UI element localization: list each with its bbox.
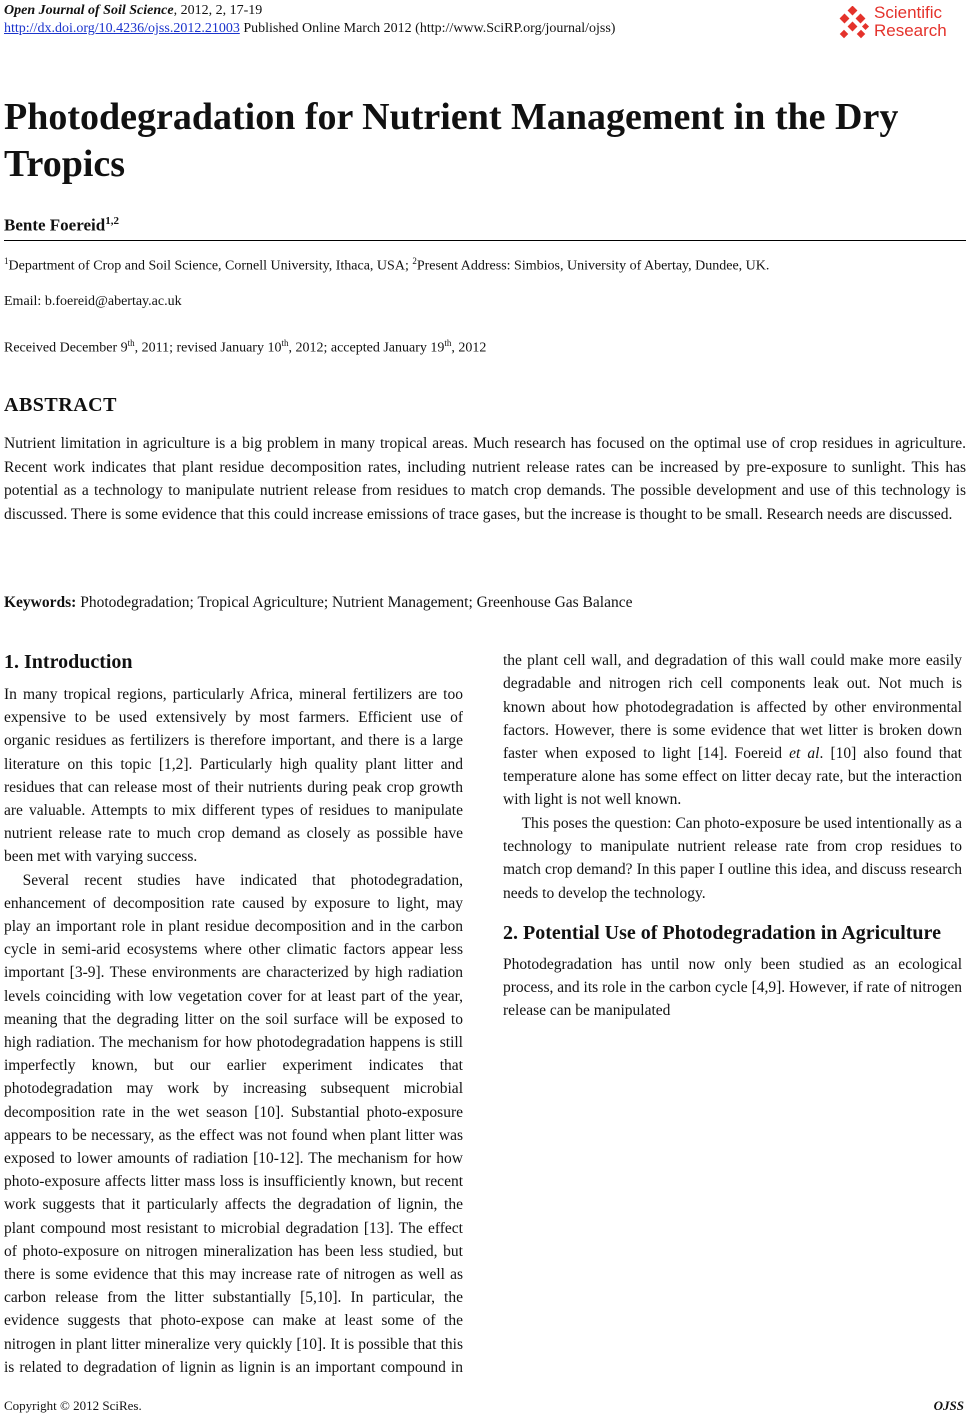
author-name: Bente Foereid [4, 215, 106, 235]
intro-paragraph-3: This poses the question: Can photo-exposure be used intentionally as a technology to manipulate nutrient release rate from crop residues to match crop demand? In this paper I outline this idea, and discuss research needs to develop the technology. [503, 815, 962, 902]
footer-copyright: Copyright © 2012 SciRes. [4, 1398, 142, 1413]
publisher-logo [834, 2, 964, 42]
keywords-list: Photodegradation; Tropical Agriculture; Nutrient Management; Greenhouse Gas Balance [76, 594, 633, 611]
body-column-continuation [503, 650, 962, 812]
doi-link[interactable]: http://dx.doi.org/10.4236/ojss.2012.21003 [4, 21, 240, 36]
intro-paragraph-2: the plant cell wall, and degradation of this wall could make more easily degradable and nitrogen rich cell components leak out. Not much is known about how photodegradation is affected by other environmental factors. However, there is some evidence that wet litter is broken down faster when exposed to light [14]. Foereid et al. [10] also found that temperature alone has some effect on litter decay rate, but the interaction with light is not well known. [503, 652, 962, 809]
keywords-label: Keywords: [4, 594, 77, 611]
received-dates: Received December 9th, 2011; revised January 10th, 2012; accepted January 19th, 2012 [4, 338, 487, 356]
journal-issue: , 2012, 2, 17-19 [173, 3, 263, 18]
affiliations: $^1$Department of Crop and Soil Science, Cornell University, Ithaca, USA; $^2$Present Address: Simbios, University of Abertay, Dundee, UK. [4, 256, 770, 274]
abstract-heading: ABSTRACT [4, 394, 117, 416]
section-1-heading: 1. Introduction [4, 651, 133, 673]
publisher-name [874, 4, 947, 40]
intro-paragraph-1: In many tropical regions, particularly Africa, mineral fertilizers are too expensive to be used extensively by most farmers. Efficient use of organic residues as fertilizers is therefore important, and there is a large literature on this topic [1,2]. Particularly high quality plant litter and residues that can release most of their nutrients during peak crop growth are valuable. Attempts to mix different types of residues to manipulate nutrient release rate to much crop demand as closely as possible have been met with varying success. [4, 686, 463, 866]
body-column-right [503, 650, 962, 1022]
article-title: Photodegradation for Nutrient Management in the Dry Tropics [4, 96, 899, 185]
logo-line-1: Scientific [874, 3, 943, 22]
section-2-paragraph-1: Photodegradation has until now only been studied as an ecological process, and its role in the carbon cycle [4,9]. However, if rate of nitrogen release can be manipulated [503, 955, 962, 1020]
scientific-research-logo-icon [836, 6, 870, 40]
author-affiliation-marker: 1,2 [105, 215, 119, 227]
author [4, 215, 119, 236]
header-divider [4, 240, 966, 241]
keywords [4, 594, 632, 612]
footer-journal-abbr: OJSS [933, 1398, 964, 1413]
section-2-heading: 2. Potential Use of Photodegradation in Agriculture [503, 921, 941, 944]
logo-line-2: Research [874, 21, 947, 40]
journal-name: Open Journal of Soil Science [4, 3, 174, 18]
doi-line [4, 20, 615, 37]
body-column-left [4, 650, 463, 1380]
published-online-text: Published Online March 2012 (http://www.SciRP.org/journal/ojss) [239, 21, 616, 36]
author-email: Email: b.foereid@abertay.ac.uk [4, 294, 182, 309]
intro-paragraph-2: Several recent studies have indicated that photodegradation, enhancement of decomposition rate caused by exposure to light, may play an important role in plant residue decomposition and in the carbon cycle in semi-arid ecosystems where other climatic factors appear less important [3-9]. These environments are characterized by high radiation levels coinciding with low vegetation cover for at least part of the year, meaning that the degrading litter on the soil surface will be exposed to high radiation. The mechanism for how photodegradation happens is still imperfectly known, but our earlier experiment indicates that photodegradation may work by increasing subsequent microbial decomposition rate in the wet season [10]. Substantial photo-exposure appears to be necessary, as the effect was not found when plant litter was exposed to lower amounts of radiation [10-12]. The mechanism for how photo-exposure affects litter mass loss is insufficiently known, but recent work suggests that it particularly affects the degradation of lignin, the plant compound most resistant to microbial degradation [13]. The effect of photo-exposure on nitrogen mineralization has been less studied, but there is some evidence that this may increase rate of nitrogen as well as carbon release from the litter substantially [5,10]. In particular, the evidence suggests that photo-expose can make at least some of the nitrogen in plant litter mineralize very quickly [10]. It is possible that this is related to degradation of lignin as lignin is an important compound in [4, 871, 463, 1376]
abstract-text: Nutrient limitation in agriculture is a big problem in many tropical areas. Much research has focused on the optimal use of crop residues in agriculture. Recent work indicates that plant residue decomposition rates, including nutrient release rates can be increased by pre-exposure to sunlight. This has potential as a technology to manipulate nutrient release from residues to match crop demands. The possible development and use of this technology is discussed. There is some evidence that this could increase emissions of trace gases, but the increase is thought to be small. Research needs are discussed. [4, 435, 966, 523]
journal-citation [4, 2, 262, 19]
